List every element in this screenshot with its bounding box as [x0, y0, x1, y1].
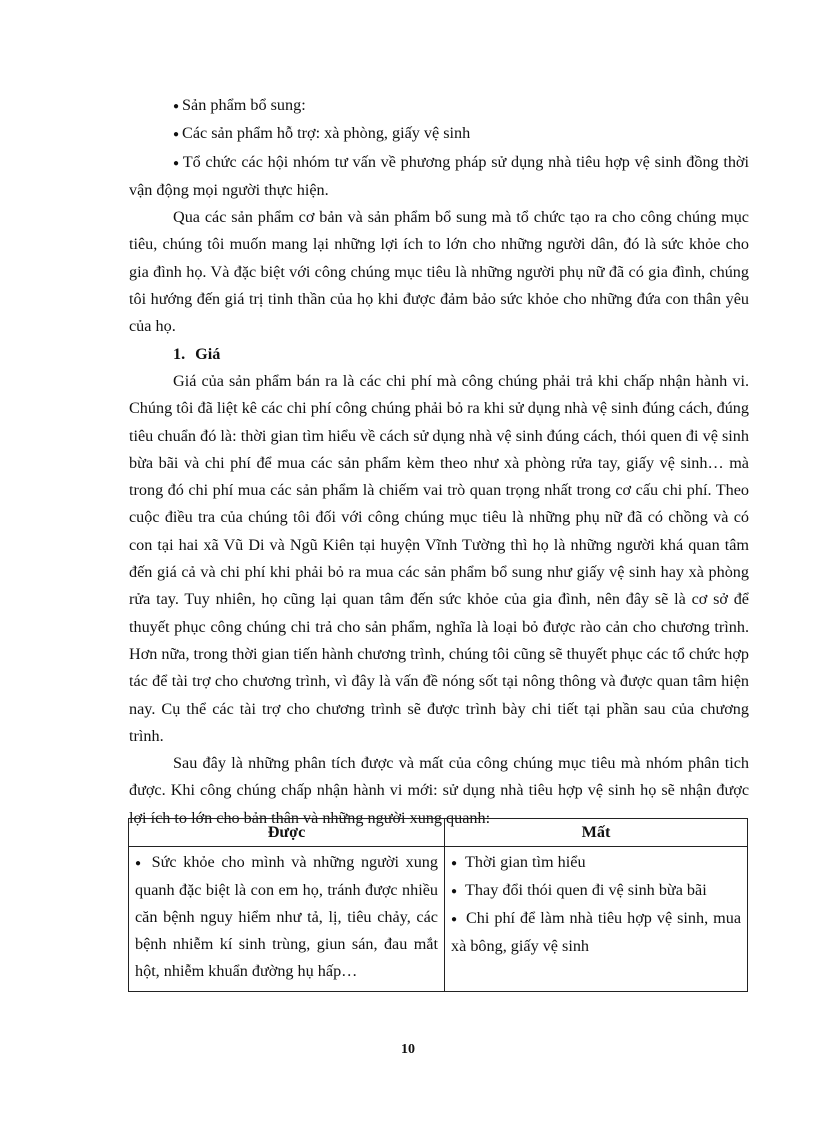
- gain-loss-table: [128, 818, 748, 992]
- paragraph-analysis: Sau đây là những phân tích được và mất của công chúng mục tiêu mà nhóm phân tich được. Khi công chúng chấp nhận hành vi mới: sử dụng nhà tiêu hợp vệ sinh họ sẽ nhận được lợi ích to lớn cho bản thân và những người xung quanh:: [129, 754, 749, 827]
- bullet-icon: ●: [173, 101, 180, 112]
- list-item: [135, 849, 438, 985]
- bullet-item: [129, 92, 749, 120]
- loss-text: Thay đổi thói quen đi vệ sinh bừa bãi: [465, 881, 707, 899]
- list-item: [451, 849, 741, 877]
- bullet-text: Các sản phẩm hỗ trợ: xà phòng, giấy vệ sinh: [182, 124, 471, 143]
- paragraph-products: Qua các sản phẩm cơ bản và sản phẩm bổ sung mà tổ chức tạo ra cho công chúng mục tiêu, chúng tôi muốn mang lại những lợi ích to lớn cho những người dân, đó là sức khỏe cho gia đình họ. Và đặc biệt với công chúng mục tiêu là những người phụ nữ đã có gia đình, chúng tôi hướng đến giá trị tinh thần của họ khi được đảm bảo sức khỏe cho những đứa con thân yêu của họ.: [129, 208, 749, 336]
- list-item: [451, 877, 741, 905]
- bullet-text: Tổ chức các hội nhóm tư vấn về phương pháp sử dụng nhà tiêu hợp vệ sinh đồng thời vận động mọi người thực hiện.: [129, 152, 749, 199]
- bullet-icon: ●: [451, 914, 458, 925]
- losses-cell: [445, 847, 748, 992]
- column-header-gains: Được: [129, 819, 445, 847]
- list-item: [451, 905, 741, 960]
- table-row: [129, 847, 748, 992]
- table-header-row: [129, 819, 748, 847]
- section-heading: [129, 341, 749, 368]
- bullet-icon: ●: [451, 886, 458, 897]
- column-header-losses: Mất: [445, 819, 748, 847]
- page-number: 10: [401, 1042, 415, 1057]
- section-number: 1.: [173, 344, 186, 363]
- bullet-icon: ●: [451, 858, 458, 869]
- gains-cell: [129, 847, 445, 992]
- bullet-item: [129, 149, 749, 205]
- bullet-item: [129, 120, 749, 148]
- gain-text: Sức khỏe cho mình và những người xung quanh đặc biệt là con em họ, tránh được nhiều căn bệnh nguy hiểm như tả, lị, tiêu chảy, các bệnh nhiễm kí sinh trùng, giun sán, đau mắt hột, nhiễm khuẩn đường hụ hấp…: [135, 853, 438, 980]
- section-title: Giá: [195, 344, 221, 363]
- bullet-icon: ●: [173, 129, 180, 141]
- page-body: [129, 92, 749, 832]
- bullet-text: Sản phẩm bổ sung:: [182, 96, 306, 114]
- loss-text: Chi phí để làm nhà tiêu hợp vệ sinh, mua xà bông, giấy vệ sinh: [451, 909, 741, 955]
- bullet-icon: ●: [173, 157, 180, 169]
- bullet-icon: ●: [135, 858, 144, 869]
- loss-text: Thời gian tìm hiểu: [465, 853, 586, 871]
- paragraph-price: Giá của sản phẩm bán ra là các chi phí mà công chúng phải trả khi chấp nhận hành vi. Chúng tôi đã liệt kê các chi phí công chúng phải bỏ ra khi sử dụng nhà vệ sinh đúng cách, đúng tiêu chuẩn đó là: thời gian tìm hiểu về cách sử dụng nhà vệ sinh đúng cách, thói quen đi vệ sinh bừa bãi và chi phí để mua các sản phẩm kèm theo như xà phòng rửa tay, giấy vệ sinh… mà trong đó chi phí mua các sản phẩm là chiếm vai trò quan trọng nhất trong cơ cấu chi phí. Theo cuộc điều tra của chúng tôi đối với công chúng mục tiêu là những phụ nữ đã có chồng và có con tại hai xã Vũ Di và Ngũ Kiên tại huyện Vĩnh Tường thì họ là những người khá quan tâm đến giá cả và chi phí khi phải bỏ ra mua các sản phẩm bổ sung như giấy vệ sinh hay xà phòng rửa tay. Tuy nhiên, họ cũng lại quan tâm đến sức khỏe của gia đình, nên đây sẽ là cơ sở để thuyết phục công chúng chi trả cho sản phẩm, nghĩa là loại bỏ được rào cản cho chương trình. Hơn nữa, trong thời gian tiến hành chương trình, chúng tôi cũng sẽ thuyết phục các tổ chức hợp tác để tài trợ cho chương trình, vì đây là vấn đề nóng sốt tại nông thông và được quan tâm hiện nay. Cụ thể các tài trợ cho chương trình sẽ được trình bày chi tiết tại phần sau của chương trình.: [129, 371, 749, 745]
